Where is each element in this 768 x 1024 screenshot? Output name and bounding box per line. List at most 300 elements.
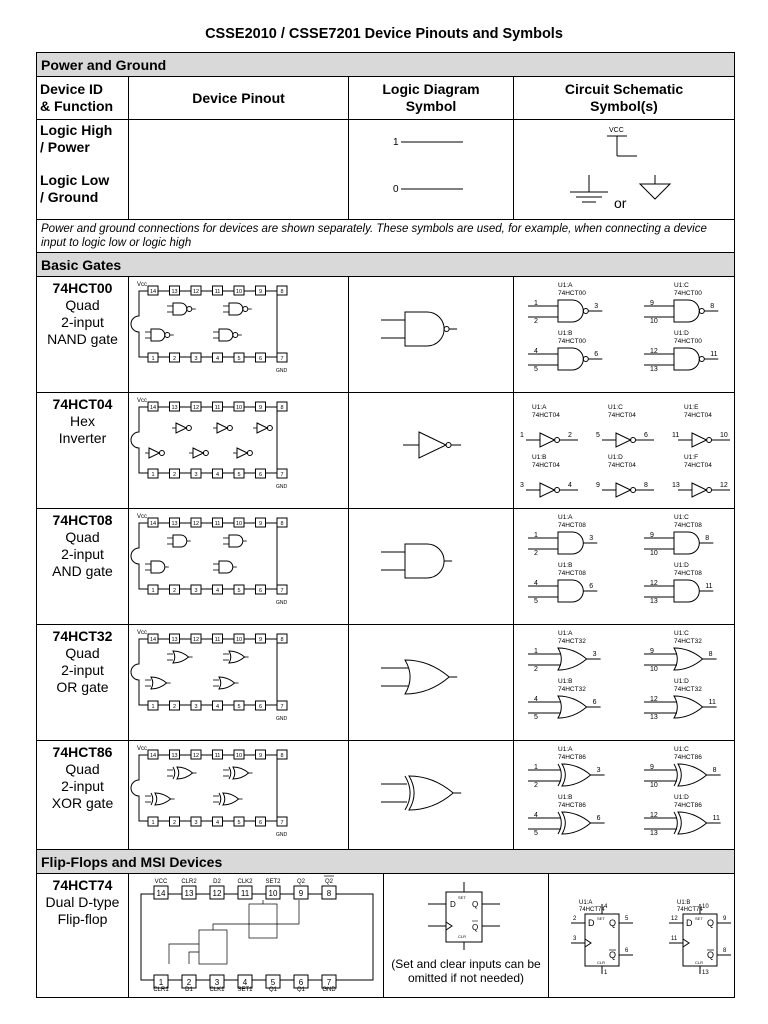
svg-text:8: 8 (326, 889, 332, 898)
device-function-label: Quad 2-input OR gate (56, 645, 109, 695)
svg-text:U1:C: U1:C (674, 514, 689, 521)
vcc-pin-label: Vcc (137, 398, 148, 404)
svg-text:U1:D: U1:D (674, 678, 689, 685)
svg-text:9: 9 (258, 405, 263, 411)
svg-text:D: D (588, 918, 595, 928)
power-schematic-symbols (514, 120, 735, 220)
svg-text:9: 9 (650, 648, 654, 655)
svg-text:4: 4 (215, 704, 220, 710)
bottom-pin (277, 353, 287, 362)
top-pin (234, 402, 244, 411)
svg-text:2: 2 (186, 978, 192, 987)
svg-text:12: 12 (192, 637, 200, 643)
device-id-label: 74HCT04 (52, 396, 113, 412)
logic-symbol-diagram (349, 393, 514, 503)
svg-text:11: 11 (214, 521, 221, 527)
schematic-unit (528, 514, 597, 557)
schematic-gate (558, 532, 583, 554)
section-basic-gates: Basic Gates (37, 253, 735, 277)
svg-text:13: 13 (171, 405, 178, 411)
svg-text:8: 8 (723, 948, 727, 954)
bottom-pin (277, 701, 287, 710)
svg-text:8: 8 (705, 535, 710, 542)
gnd-pin-label: GND (276, 600, 288, 606)
svg-text:CLR: CLR (597, 960, 606, 965)
or-gate (151, 677, 167, 689)
inverter-gate (257, 423, 272, 433)
schematic-unit (528, 746, 605, 789)
logic-symbol-gate (405, 776, 453, 810)
dip-pinout-diagram (129, 741, 349, 851)
svg-text:1: 1 (151, 704, 155, 710)
schematic-unit (571, 900, 633, 976)
logic-symbol-diagram (349, 509, 514, 619)
bottom-pin (182, 975, 196, 992)
top-pin (181, 879, 197, 899)
bottom-pin (213, 701, 223, 710)
svg-text:10: 10 (235, 637, 243, 643)
svg-text:9: 9 (258, 637, 263, 643)
ic-package (131, 523, 277, 589)
schematic-inverter (540, 483, 560, 497)
gnd-pin-label: GND (276, 368, 288, 374)
svg-text:U1:A: U1:A (558, 630, 573, 637)
svg-text:74HCT04: 74HCT04 (532, 462, 560, 469)
xor-gate (219, 793, 239, 805)
power-logic-symbols (349, 120, 514, 220)
schematic-74hct04 (514, 393, 735, 509)
svg-text:9: 9 (650, 300, 654, 307)
top-pin (213, 634, 223, 643)
svg-text:3: 3 (520, 482, 524, 489)
svg-text:D2: D2 (213, 879, 221, 885)
bottom-pin (234, 817, 244, 826)
svg-text:4: 4 (534, 580, 538, 587)
top-pin (191, 634, 201, 643)
bottom-pin (170, 817, 180, 826)
schematic-gate (674, 764, 707, 786)
svg-text:11: 11 (214, 289, 221, 295)
schematic-unit (644, 514, 713, 557)
svg-text:74HCT04: 74HCT04 (608, 462, 636, 469)
or-gate (173, 651, 189, 663)
svg-text:74HCT04: 74HCT04 (684, 412, 712, 419)
schematic-74hct08 (514, 509, 735, 625)
svg-text:2: 2 (172, 588, 177, 594)
svg-text:U1:B: U1:B (558, 794, 573, 801)
svg-text:U1:D: U1:D (674, 562, 689, 569)
nand-gate (173, 303, 192, 315)
pinout-74hct74 (129, 874, 384, 998)
ground-triangle-symbol (640, 175, 670, 199)
svg-text:13: 13 (171, 753, 178, 759)
svg-text:SET: SET (695, 916, 703, 921)
svg-text:74HCT08: 74HCT08 (558, 522, 586, 529)
svg-text:9: 9 (258, 289, 263, 295)
top-pin (237, 879, 253, 899)
schematic-unit (644, 794, 721, 837)
svg-text:U1:D: U1:D (674, 330, 689, 337)
svg-text:U1:C: U1:C (674, 282, 689, 289)
svg-text:8: 8 (280, 405, 284, 411)
svg-text:D: D (450, 900, 456, 909)
schematic-74hct74 (549, 874, 735, 998)
svg-text:D1: D1 (185, 987, 193, 992)
svg-text:13: 13 (171, 637, 178, 643)
device-function-label: Hex Inverter (58, 413, 107, 446)
dip-pinout-diagram (129, 509, 349, 619)
power-note: Power and ground connections for devices are shown separately. These symbols are used, for example, when connecting a device input to logic low or logic high (37, 220, 735, 253)
gnd-pin-label: GND (276, 832, 288, 838)
schematic-gate (674, 300, 704, 322)
nand-gate (151, 329, 170, 341)
top-pin (256, 402, 266, 411)
svg-text:10: 10 (650, 782, 658, 789)
bottom-pin (234, 353, 244, 362)
svg-text:12: 12 (650, 812, 658, 819)
svg-text:10: 10 (235, 521, 243, 527)
svg-text:4: 4 (215, 588, 220, 594)
schematic-diagram (514, 741, 735, 851)
svg-text:6: 6 (592, 699, 597, 706)
schematic-gate (674, 696, 703, 718)
xor-gate (151, 793, 171, 805)
top-pin (148, 634, 158, 643)
svg-text:Q: Q (707, 918, 715, 928)
top-pin (170, 750, 180, 759)
svg-text:CLR: CLR (458, 934, 467, 939)
logic-high-value: 1 (393, 137, 399, 148)
svg-text:12: 12 (212, 889, 222, 898)
svg-text:2: 2 (568, 432, 572, 439)
inverter-gate (193, 448, 208, 458)
svg-text:11: 11 (214, 405, 221, 411)
svg-text:11: 11 (710, 351, 718, 358)
svg-text:U1:C: U1:C (674, 630, 689, 637)
svg-text:U1:A: U1:A (558, 514, 573, 521)
svg-text:1: 1 (520, 432, 524, 439)
svg-text:3: 3 (194, 588, 198, 594)
svg-text:6: 6 (594, 351, 599, 358)
top-pin (234, 750, 244, 759)
ff-dip-diagram (129, 874, 384, 992)
svg-text:CLR: CLR (695, 960, 704, 965)
svg-text:U1:C: U1:C (608, 404, 623, 411)
top-pin (277, 750, 287, 759)
svg-text:GND: GND (322, 987, 336, 992)
top-pin (148, 750, 158, 759)
svg-text:7: 7 (280, 588, 284, 594)
and-gate (229, 535, 243, 547)
inverter-gate (149, 448, 164, 458)
svg-text:6: 6 (258, 704, 263, 710)
schematic-unit (644, 746, 721, 789)
svg-text:10: 10 (650, 666, 658, 673)
top-pin (256, 518, 266, 527)
or-gate (219, 677, 235, 689)
svg-text:9: 9 (650, 532, 654, 539)
logic-symbol-gate (419, 432, 451, 458)
svg-text:7: 7 (326, 978, 332, 987)
logic-high-label: Logic High / Power (40, 122, 113, 155)
svg-text:13: 13 (702, 970, 709, 976)
top-pin (256, 286, 266, 295)
bottom-pin (191, 701, 201, 710)
device-id-74hct08 (37, 509, 129, 625)
power-labels (37, 120, 129, 220)
svg-text:4: 4 (534, 812, 538, 819)
nand-gate (229, 303, 248, 315)
svg-text:4: 4 (534, 696, 538, 703)
flipflop-row (37, 874, 735, 998)
bottom-pin (213, 817, 223, 826)
internal-ff-blocks (169, 900, 299, 964)
svg-text:6: 6 (258, 588, 263, 594)
schematic-74hct86 (514, 741, 735, 857)
top-pin (277, 518, 287, 527)
svg-text:6: 6 (589, 583, 594, 590)
bottom-pin (213, 469, 223, 478)
schematic-74hct32 (514, 625, 735, 741)
vcc-pin-label: Vcc (137, 282, 148, 288)
top-pin (322, 876, 336, 899)
svg-text:74HCT00: 74HCT00 (674, 290, 702, 297)
device-id-74hct86 (37, 741, 129, 857)
svg-text:13: 13 (171, 289, 178, 295)
svg-text:3: 3 (194, 704, 198, 710)
schematic-unit (528, 282, 602, 325)
svg-text:Q2: Q2 (296, 879, 306, 885)
pinout-table (36, 52, 735, 857)
bottom-pin (148, 817, 158, 826)
top-pin (277, 634, 287, 643)
svg-text:13: 13 (184, 889, 194, 898)
schematic-inverter (616, 433, 636, 447)
gate-row-74hct86 (37, 741, 735, 857)
schematic-unit (672, 454, 730, 497)
top-pin (191, 750, 201, 759)
schematic-diagram (514, 277, 735, 387)
power-pinout-empty (129, 120, 349, 220)
svg-text:74HCT32: 74HCT32 (674, 638, 702, 645)
svg-text:SET: SET (458, 895, 466, 900)
flipflop-table (36, 849, 735, 998)
svg-text:10: 10 (235, 753, 243, 759)
svg-text:2: 2 (172, 820, 177, 826)
svg-text:4: 4 (568, 482, 572, 489)
svg-text:14: 14 (149, 521, 157, 527)
svg-text:SET2: SET2 (265, 879, 281, 885)
inverter-gate (176, 423, 191, 433)
gate-row-74hct00 (37, 277, 735, 393)
svg-text:74HCT00: 74HCT00 (558, 290, 586, 297)
logic-symbol-diagram (349, 625, 514, 735)
svg-text:11: 11 (708, 699, 716, 706)
bottom-pin (148, 585, 158, 594)
vcc-symbol (607, 136, 637, 156)
top-pin (154, 879, 168, 899)
svg-text:11: 11 (240, 889, 250, 898)
schematic-diagram (514, 509, 735, 619)
svg-text:12: 12 (192, 753, 200, 759)
logic-symbol-74hct04 (349, 393, 514, 509)
svg-text:U1:B: U1:B (532, 454, 547, 461)
logic-low-value: 0 (393, 184, 399, 195)
svg-text:3: 3 (589, 535, 594, 542)
bottom-pin (191, 469, 201, 478)
svg-text:6: 6 (625, 948, 629, 954)
top-pin (256, 634, 266, 643)
svg-text:Q: Q (609, 950, 617, 960)
gnd-pin-label: GND (276, 716, 288, 722)
nand-gate (219, 329, 238, 341)
power-row (37, 120, 735, 220)
schematic-gate (558, 648, 587, 670)
gate-row-74hct32 (37, 625, 735, 741)
vcc-pin-label: Vcc (137, 746, 148, 752)
svg-text:8: 8 (280, 753, 284, 759)
svg-text:4: 4 (215, 356, 220, 362)
svg-text:D: D (686, 918, 693, 928)
svg-text:SET: SET (597, 916, 605, 921)
schematic-unit (644, 562, 713, 605)
bottom-pin (234, 469, 244, 478)
top-pin (213, 750, 223, 759)
svg-text:Q2: Q2 (324, 879, 334, 885)
schematic-inverter (540, 433, 560, 447)
device-id-74hct04 (37, 393, 129, 509)
bottom-pin (256, 701, 266, 710)
logic-symbol-diagram (349, 277, 514, 387)
svg-text:12: 12 (650, 696, 658, 703)
svg-text:6: 6 (258, 472, 263, 478)
ic-package (131, 407, 277, 473)
bottom-pin (237, 975, 253, 992)
svg-text:2: 2 (172, 472, 177, 478)
bottom-pin (191, 353, 201, 362)
svg-text:74HCT04: 74HCT04 (532, 412, 560, 419)
svg-text:12: 12 (192, 289, 200, 295)
svg-text:13: 13 (650, 366, 658, 373)
svg-text:2: 2 (534, 318, 538, 325)
bottom-pin (170, 585, 180, 594)
svg-text:U1:D: U1:D (674, 794, 689, 801)
svg-text:8: 8 (644, 482, 648, 489)
svg-text:12: 12 (192, 521, 200, 527)
inverter-gate (217, 423, 232, 433)
svg-text:5: 5 (534, 598, 538, 605)
schematic-unit (596, 404, 654, 447)
schematic-unit (644, 330, 718, 373)
svg-text:7: 7 (280, 820, 284, 826)
bottom-pin (148, 701, 158, 710)
svg-text:74HCT32: 74HCT32 (674, 686, 702, 693)
svg-text:Q: Q (472, 900, 479, 909)
svg-text:8: 8 (712, 767, 717, 774)
schematic-inverter (692, 433, 712, 447)
svg-text:1: 1 (151, 588, 155, 594)
device-id-74hct00 (37, 277, 129, 393)
schematic-gate (674, 580, 699, 602)
schematic-diagram (514, 625, 735, 735)
svg-text:6: 6 (596, 815, 601, 822)
svg-text:5: 5 (237, 472, 241, 478)
svg-text:Q: Q (609, 918, 617, 928)
bottom-pin (213, 585, 223, 594)
svg-text:74HCT86: 74HCT86 (558, 802, 586, 809)
inverter-gate (237, 448, 252, 458)
svg-text:8: 8 (280, 289, 284, 295)
svg-text:5: 5 (534, 366, 538, 373)
svg-text:74HCT08: 74HCT08 (674, 522, 702, 529)
svg-text:12: 12 (650, 348, 658, 355)
svg-text:14: 14 (149, 753, 157, 759)
and-gate (173, 535, 187, 547)
svg-text:5: 5 (237, 356, 241, 362)
svg-text:3: 3 (592, 651, 597, 658)
svg-text:13: 13 (650, 714, 658, 721)
schematic-unit (644, 678, 717, 721)
svg-text:1: 1 (534, 300, 538, 307)
bottom-pin (153, 975, 169, 992)
schematic-unit (669, 900, 731, 976)
schematic-unit (644, 630, 717, 673)
svg-text:74HCT08: 74HCT08 (674, 570, 702, 577)
svg-text:11: 11 (705, 583, 713, 590)
svg-text:9: 9 (596, 482, 600, 489)
schematic-unit (520, 454, 578, 497)
bottom-pin (256, 353, 266, 362)
pinout-74hct04 (129, 393, 349, 509)
ground-symbol (570, 175, 608, 202)
svg-text:U1:A: U1:A (532, 404, 547, 411)
top-pin (148, 402, 158, 411)
bottom-pin (170, 701, 180, 710)
svg-text:6: 6 (298, 978, 304, 987)
schematic-diagram (514, 393, 735, 503)
xor-gate (173, 767, 193, 779)
svg-text:74HCT32: 74HCT32 (558, 638, 586, 645)
schematic-inverter (616, 483, 636, 497)
top-pin (213, 402, 223, 411)
section-power-ground: Power and Ground (37, 53, 735, 77)
svg-text:13: 13 (650, 598, 658, 605)
device-id-label: 74HCT86 (52, 744, 113, 760)
svg-text:13: 13 (650, 830, 658, 837)
schematic-gate (674, 348, 704, 370)
svg-text:74HCT86: 74HCT86 (674, 754, 702, 761)
page-title: CSSE2010 / CSSE7201 Device Pinouts and Symbols (205, 26, 563, 42)
logic-symbol-74hct74 (384, 874, 549, 998)
logic-symbol-74hct86 (349, 741, 514, 857)
bottom-pin (191, 817, 201, 826)
svg-text:11: 11 (712, 815, 720, 822)
top-pin (277, 402, 287, 411)
device-id-74hct32 (37, 625, 129, 741)
svg-text:74HCT00: 74HCT00 (674, 338, 702, 345)
svg-text:1: 1 (534, 648, 538, 655)
header-device-pinout: Device Pinout (129, 77, 349, 120)
svg-text:12: 12 (720, 482, 728, 489)
svg-text:8: 8 (710, 303, 715, 310)
svg-text:U1:B: U1:B (558, 562, 573, 569)
svg-text:2: 2 (172, 704, 177, 710)
internal-wiring (145, 306, 252, 338)
svg-text:CLK2: CLK2 (237, 879, 253, 885)
logic-symbol-gate (405, 544, 444, 578)
svg-text:10: 10 (650, 318, 658, 325)
device-function-label: Quad 2-input AND gate (52, 529, 113, 579)
